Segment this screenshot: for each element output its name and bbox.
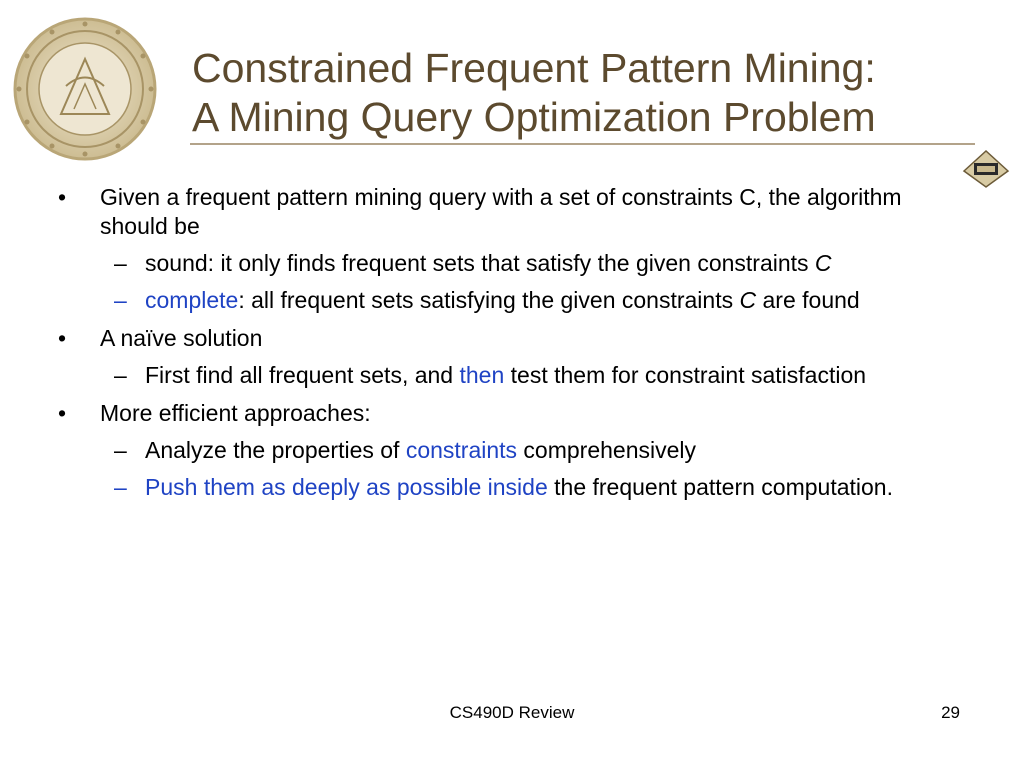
- bullet-text: A naïve solution: [100, 325, 263, 351]
- slide-title: [192, 44, 982, 142]
- highlighted-term: then: [459, 362, 505, 388]
- bullet-item: [58, 183, 973, 241]
- highlighted-term: Push them as deeply as possible inside: [145, 474, 548, 500]
- sub-bullet-text: : all frequent sets satisfying the given constraints: [238, 287, 740, 313]
- sub-bullet-text: sound: it only finds frequent sets that satisfy the given constraints: [145, 250, 815, 276]
- italic-term: C: [814, 250, 832, 276]
- dash-marker: –: [114, 474, 127, 500]
- bullet-marker: •: [58, 325, 67, 351]
- bullet-item: [58, 399, 973, 428]
- footer-course-title: CS490D Review: [449, 703, 575, 722]
- university-seal-logo: [6, 14, 164, 164]
- bullet-item: [58, 324, 973, 353]
- sub-bullet-text: the frequent pattern computation.: [547, 474, 893, 500]
- slide-body: [58, 183, 973, 502]
- sub-bullet-item: [58, 361, 973, 390]
- dash-marker: –: [114, 287, 127, 313]
- bullet-text: More efficient approaches:: [100, 400, 371, 426]
- sub-bullet-item: [58, 473, 973, 502]
- sub-bullet-text: First find all frequent sets, and: [145, 362, 460, 388]
- italic-term: C: [739, 287, 757, 313]
- dash-marker: –: [114, 437, 127, 463]
- sub-bullet-item: [58, 286, 973, 315]
- highlighted-term: constraints: [405, 437, 518, 463]
- sub-bullet-text: comprehensively: [517, 437, 697, 463]
- bullet-marker: •: [58, 184, 67, 210]
- sub-bullet-item: [58, 249, 973, 278]
- highlighted-term: complete: [145, 287, 239, 313]
- title-divider: [190, 143, 975, 145]
- dash-marker: –: [114, 250, 127, 276]
- bullet-text: Given a frequent pattern mining query with a set of constraints C, the algorithm should be: [100, 184, 902, 239]
- sub-bullet-text: Analyze the properties of: [145, 437, 406, 463]
- slide-number: 29: [941, 703, 960, 722]
- bullet-marker: •: [58, 400, 67, 426]
- sub-bullet-item: [58, 436, 973, 465]
- title-line-1: Constrained Frequent Pattern Mining:: [192, 45, 876, 91]
- sub-bullet-text: are found: [756, 287, 860, 313]
- sub-bullet-text: test them for constraint satisfaction: [504, 362, 867, 388]
- dash-marker: –: [114, 362, 127, 388]
- title-line-2: A Mining Query Optimization Problem: [192, 94, 876, 140]
